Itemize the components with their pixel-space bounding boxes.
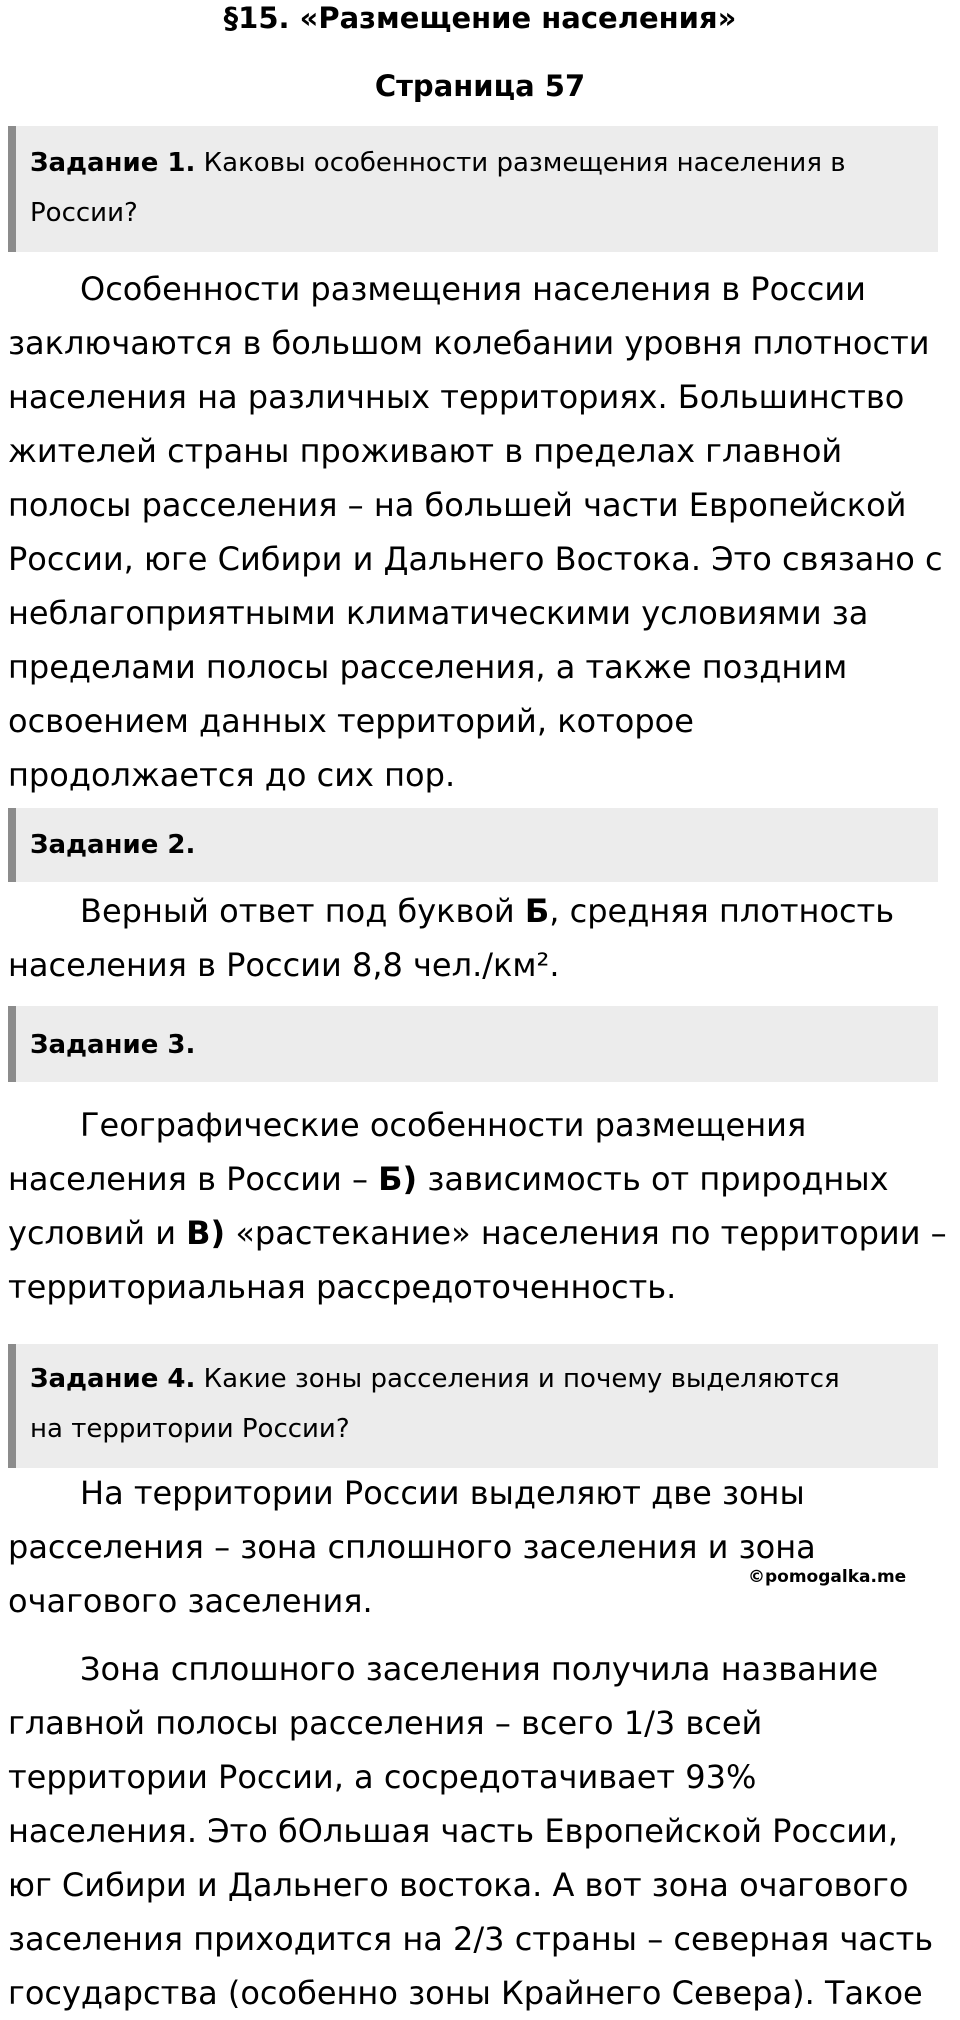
answer-text: «растекание» населения по территории – [225, 1214, 947, 1252]
answer-text: , средняя плотность [549, 892, 895, 930]
task-4-question-line: Какие зоны расселения и почему выделяются [195, 1364, 840, 1394]
answer-line: жителей страны проживают в пределах главной [8, 432, 843, 470]
answer-line: освоением данных территорий, которое [8, 702, 694, 740]
answer-text: зависимость от природных [417, 1160, 889, 1198]
answer-line: заселения приходится на 2/3 страны – северная часть [8, 1920, 934, 1958]
answer-line: пределами полосы расселения, а также поздним [8, 648, 848, 686]
page-label: Страница 57 [374, 69, 586, 103]
task-4-box [8, 1344, 938, 1468]
answer-line: полосы расселения – на большей части Европейской [8, 486, 907, 524]
task-2-label: Задание 2. [30, 830, 196, 860]
watermark: ©pomogalka.me [748, 1567, 907, 1587]
answer-line: территории России, а сосредотачивает 93% [8, 1758, 757, 1796]
answer-line: главной полосы расселения – всего 1/3 всей [8, 1704, 763, 1742]
answer-letter: В) [186, 1214, 226, 1252]
answer-line: очагового заселения. [8, 1582, 373, 1620]
answer-line: Географические особенности размещения [80, 1106, 807, 1144]
task-4-answer-2 [8, 1642, 948, 2020]
task-1-box [8, 126, 938, 252]
task-1-question-line: России? [30, 198, 138, 228]
answer-line: России, юге Сибири и Дальнего Востока. Это связано с [8, 540, 943, 578]
answer-line: населения в России 8,8 чел./км². [8, 946, 560, 984]
task-4-question-line: на территории России? [30, 1414, 350, 1444]
task-1-answer [8, 262, 948, 802]
answer-text: Верный ответ под буквой [80, 892, 525, 930]
answer-line: На территории России выделяют две зоны [80, 1474, 805, 1512]
task-1-label: Задание 1. [30, 148, 196, 178]
answer-text: населения в России – [8, 1160, 379, 1198]
answer-text: условий и [8, 1214, 187, 1252]
section-title: §15. «Размещение населения» [223, 1, 737, 35]
answer-line: государства (особенно зоны Крайнего Севера). Такое [8, 1974, 923, 2012]
answer-line: расселения – зона сплошного заселения и зона [8, 1528, 816, 1566]
answer-line: территориальная рассредоточенность. [8, 1268, 677, 1306]
answer-line: продолжается до сих пор. [8, 756, 456, 794]
answer-line: населения. Это бОльшая часть Европейской России, [8, 1812, 898, 1850]
answer-line: заключаются в большом колебании уровня плотности [8, 324, 930, 362]
task-3-box [8, 1006, 938, 1082]
task-2-box [8, 808, 938, 882]
task-3-label: Задание 3. [30, 1030, 196, 1060]
answer-letter: Б) [378, 1160, 418, 1198]
task-3-answer [8, 1098, 948, 1314]
answer-line: юг Сибири и Дальнего востока. А вот зона очагового [8, 1866, 909, 1904]
task-4-answer-1 [8, 1466, 948, 1628]
task-4-label: Задание 4. [30, 1364, 196, 1394]
task-2-answer [8, 884, 948, 992]
answer-line: населения на различных территориях. Большинство [8, 378, 905, 416]
answer-line: Особенности размещения населения в России [80, 270, 866, 308]
answer-line: Зона сплошного заселения получила название [80, 1650, 879, 1688]
answer-letter: Б [524, 892, 550, 930]
answer-line: неблагоприятными климатическими условиями за [8, 594, 869, 632]
task-1-question-line: Каковы особенности размещения населения в [195, 148, 846, 178]
